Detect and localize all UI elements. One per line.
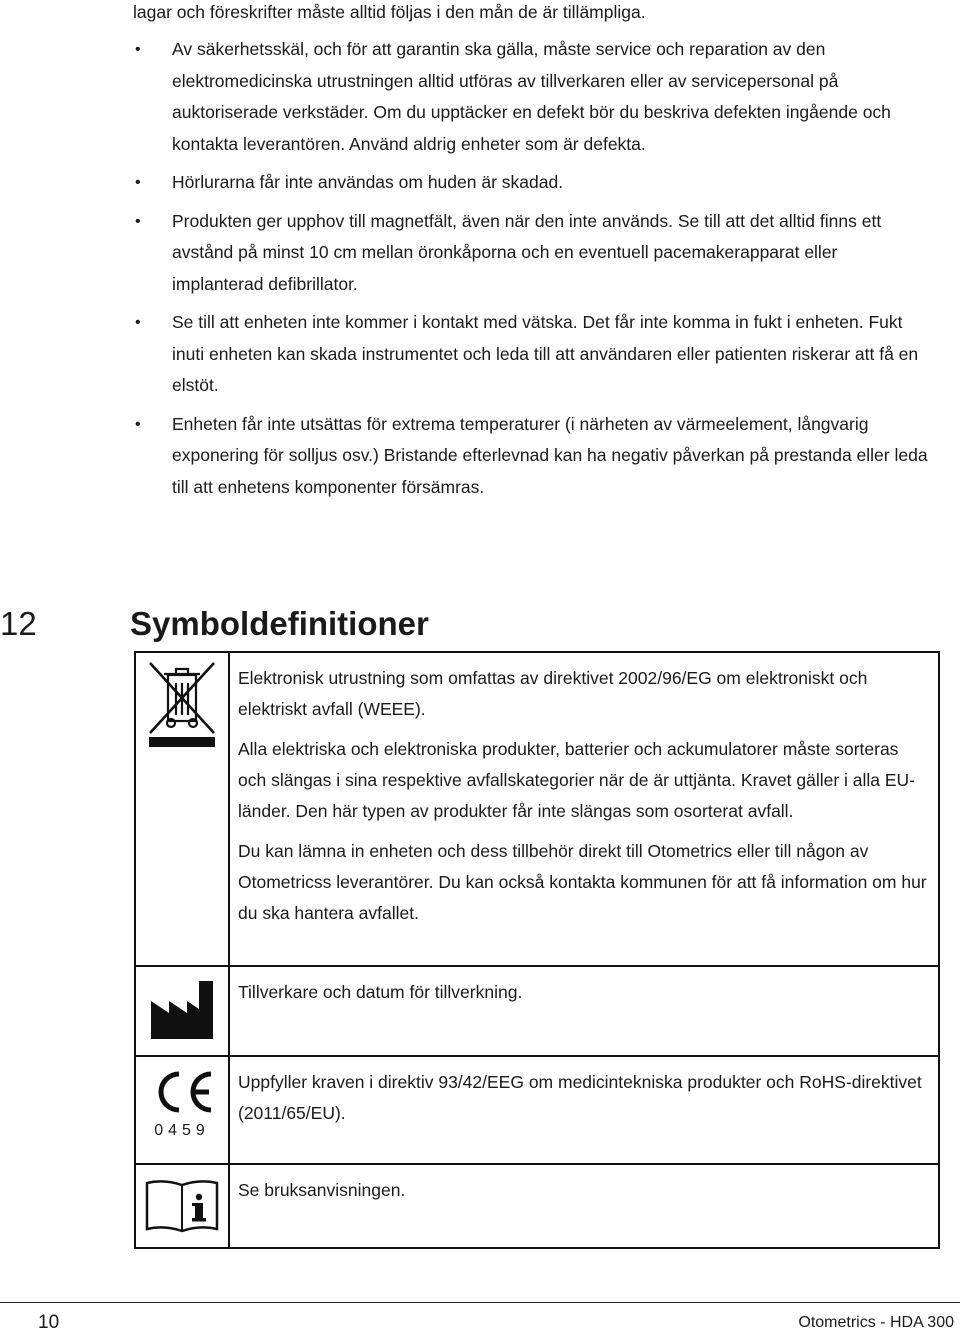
symbol-description: Tillverkare och datum för tillverkning. (229, 966, 939, 1056)
bullet-icon: • (135, 212, 141, 230)
bullet-icon: • (135, 41, 141, 58)
manufacturer-factory-icon (149, 979, 215, 1041)
table-row (135, 1164, 939, 1248)
symbol-description: Uppfyller kraven i direktiv 93/42/EEG om medicintekniska produkter och RoHS-direktivet (2011/65/EU). (229, 1056, 939, 1164)
table-row (135, 1056, 939, 1164)
list-item: • Av säkerhetsskäl, och för att garantin ska gälla, måste service och reparation av den elektromedicinska utrustningen alltid utföras av tillverkaren eller av servicepersonal på auktoriserade verkstäder. Om du upptäcker en defekt bör du beskriva defekten ingående och kontakta leverantören. Använd aldrig enheter som är defekta. (133, 34, 933, 160)
symbol-cell (135, 1056, 229, 1164)
page-number: 10 (38, 1312, 60, 1333)
table-row (135, 652, 939, 966)
section-number: 12 (0, 605, 37, 642)
footer-product-name: Otometrics - HDA 300 (798, 1314, 954, 1331)
list-item: • Hörlurarna får inte användas om huden är skadad. (133, 167, 933, 199)
list-item: • Enheten får inte utsättas för extrema temperaturer (i närheten av värmeelement, långvarig exponering för solljus osv.) Bristande efterlevnad kan ha negativ påverkan på prestanda eller leda till att enhetens komponenter försämras. (133, 409, 933, 504)
footer-divider (0, 1302, 960, 1303)
symbol-cell (135, 966, 229, 1056)
symbol-cell (135, 652, 229, 966)
safety-bullet-list (133, 34, 933, 510)
symbol-cell (135, 1164, 229, 1248)
list-item: • Se till att enheten inte kommer i kontakt med vätska. Det får inte komma in fukt i enheten. Fukt inuti enheten kan skada instrumentet och leda till att användaren eller patienten riskerar att få en elstöt. (133, 307, 933, 402)
weee-crossed-bin-icon (146, 661, 218, 751)
bullet-icon: • (135, 314, 141, 331)
intro-line: lagar och föreskrifter måste alltid följas i den mån de är tillämpliga. (133, 2, 646, 22)
symbol-definitions-table (134, 651, 940, 1249)
section-heading (0, 598, 960, 650)
symbol-description: Se bruksanvisningen. (229, 1164, 939, 1248)
list-item: • Produkten ger upphov till magnetfält, även när den inte används. Se till att det alltid finns ett avstånd på minst 10 cm mellan öronkåporna och en eventuell pacemakerapparat eller implanterad defibrillator. (133, 206, 933, 301)
symbol-description: Elektronisk utrustning som omfattas av direktivet 2002/96/EG om elektroniskt och elektriskt avfall (WEEE). Alla elektriska och elektroniska produkter, batterier och ackumulatorer måste sorteras och slängas i sina respektive avfallskategorier när de är uttjänta. Kravet gäller i alla EU-länder. Den här typen av produkter får inte slängas som osorterat avfall. Du kan lämna in enheten och dess tillbehör direkt till Otometrics eller till någon av Otometricss leverantörer. Du kan också kontakta kommunen för att få information om hur du ska hantera avfallet. (229, 652, 939, 966)
bullet-icon: • (135, 415, 141, 433)
bullet-icon: • (135, 174, 141, 191)
ce-mark-icon (149, 1069, 215, 1115)
section-title: Symboldefinitioner (130, 605, 429, 642)
consult-instructions-icon (144, 1177, 220, 1233)
notified-body-number: 0459 (154, 1122, 210, 1139)
table-row (135, 966, 939, 1056)
